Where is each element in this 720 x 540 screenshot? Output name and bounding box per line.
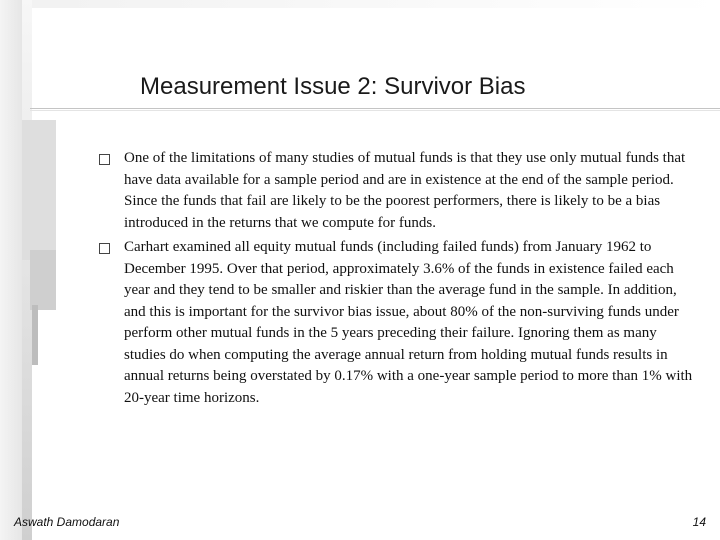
decorative-block bbox=[30, 250, 56, 310]
bullet-item bbox=[96, 237, 700, 409]
hollow-square-bullet-icon bbox=[99, 243, 110, 254]
decorative-block bbox=[22, 120, 56, 260]
bullet-item bbox=[96, 148, 700, 234]
bullet-list bbox=[96, 148, 700, 412]
bullet-text: One of the limitations of many studies of mutual funds is that they use only mutual funds that have data available for a sample period and are in existence at the end of the sample period. Since the funds that fail are likely to be the poorest performers, there is likely to be a bias introduced in the returns that we compute for funds. bbox=[124, 150, 686, 231]
title-divider-shadow bbox=[30, 110, 720, 111]
hollow-square-bullet-icon bbox=[99, 154, 110, 165]
decorative-left-bar bbox=[0, 0, 22, 540]
slide-title: Measurement Issue 2: Survivor Bias bbox=[140, 73, 526, 100]
decorative-block bbox=[32, 305, 38, 365]
page-number: 14 bbox=[692, 515, 706, 529]
decorative-top-band bbox=[0, 0, 720, 8]
title-divider bbox=[30, 108, 720, 109]
footer-author: Aswath Damodaran bbox=[14, 515, 120, 529]
bullet-text: Carhart examined all equity mutual funds (including failed funds) from January 1962 to December 1995. Over that period, approximately 3.6% of the funds in existence failed each year and they tend to be smaller and riskier than the average fund in the sample. In addition, and this is important for the survivor bias issue, about 80% of the non-surviving funds under perform other mutual funds in the 5 years preceding their failure. Ignoring them as many studies do when computing the average annual return from holding mutual funds results in annual returns being overstated by 0.17% with a one-year sample period to more than 1% with 20-year time horizons. bbox=[124, 239, 693, 406]
